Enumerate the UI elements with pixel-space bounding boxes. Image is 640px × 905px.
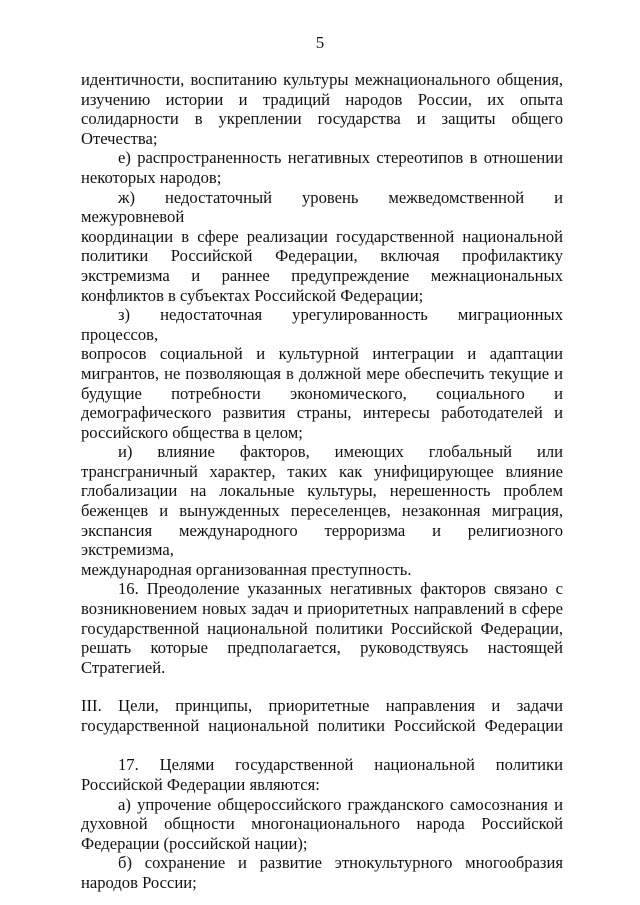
page-number: 5 [315, 33, 325, 52]
text-line: духовной общности многонационального народа Российской [81, 814, 563, 834]
text-line: солидарности в укреплении государства и защиты общего Отечества; [81, 109, 563, 148]
text-line: 17. Целями государственной национальной политики [118, 755, 563, 775]
text-line: Российской Федерации являются: [81, 775, 320, 794]
text-line: е) распространенность негативных стереотипов в отношении [118, 148, 563, 168]
text-line: международная организованная преступность. [81, 559, 412, 579]
text-line: российского общества в целом; [81, 422, 303, 442]
text-line: будущие потребности экономического, социального и [81, 383, 563, 403]
text-line: з) недостаточная урегулированность миграционных процессов, [81, 305, 563, 344]
text-line: народов России; [81, 872, 197, 892]
text-line: экспансия международного терроризма и религиозного экстремизма, [81, 520, 563, 560]
text-line: ж) недостаточный уровень межведомственной и межуровневой [81, 187, 563, 227]
text-line: 16. Преодоление указанных негативных факторов связано с [118, 579, 563, 599]
text-line: политики Российской Федерации, включая профилактику [81, 246, 563, 266]
text-line: а) упрочение общероссийского гражданского самосознания и [118, 794, 563, 814]
text-line: некоторых народов; [81, 167, 222, 187]
text-line: Стратегией. [81, 657, 166, 677]
text-line: и) влияние факторов, имеющих глобальный или [118, 442, 563, 462]
text-line: глобализации на локальные культуры, нерешенность проблем [81, 481, 563, 501]
text-line: б) сохранение и развитие этнокультурного многообразия [118, 853, 563, 873]
text-line: вопросов социальной и культурной интеграции и адаптации [81, 344, 563, 364]
text-line: Федерации (российской нации); [81, 833, 308, 853]
text-line: государственной национальной политики Российской Федерации, [81, 618, 563, 638]
text-line: мигрантов, не позволяющая в должной мере обеспечить текущие и [81, 363, 563, 383]
text-line: решать которые предполагается, руководствуясь настоящей [81, 638, 563, 658]
text-line: демографического развития страны, интересы работодателей и [81, 403, 563, 423]
text-line: изучению истории и традиций народов России, их опыта [81, 89, 563, 109]
text-line: конфликтов в субъектах Российской Федерации; [81, 285, 424, 305]
text-line: идентичности, воспитанию культуры межнационального общения, [81, 70, 563, 89]
text-line: трансграничный характер, таких как унифицирующее влияние [81, 461, 563, 481]
section-heading-line: государственной национальной политики Российской Федерации [81, 716, 563, 736]
text-line: экстремизма и раннее предупреждение межнациональных [81, 265, 563, 285]
text-line: возникновением новых задач и приоритетных направлений в сфере [81, 599, 563, 619]
document-body [81, 70, 563, 893]
text-line: координации в сфере реализации государственной национальной [81, 226, 563, 246]
text-line: беженцев и вынужденных переселенцев, незаконная миграция, [81, 501, 563, 521]
section-heading-line: III. Цели, принципы, приоритетные направления и задачи [81, 696, 563, 716]
